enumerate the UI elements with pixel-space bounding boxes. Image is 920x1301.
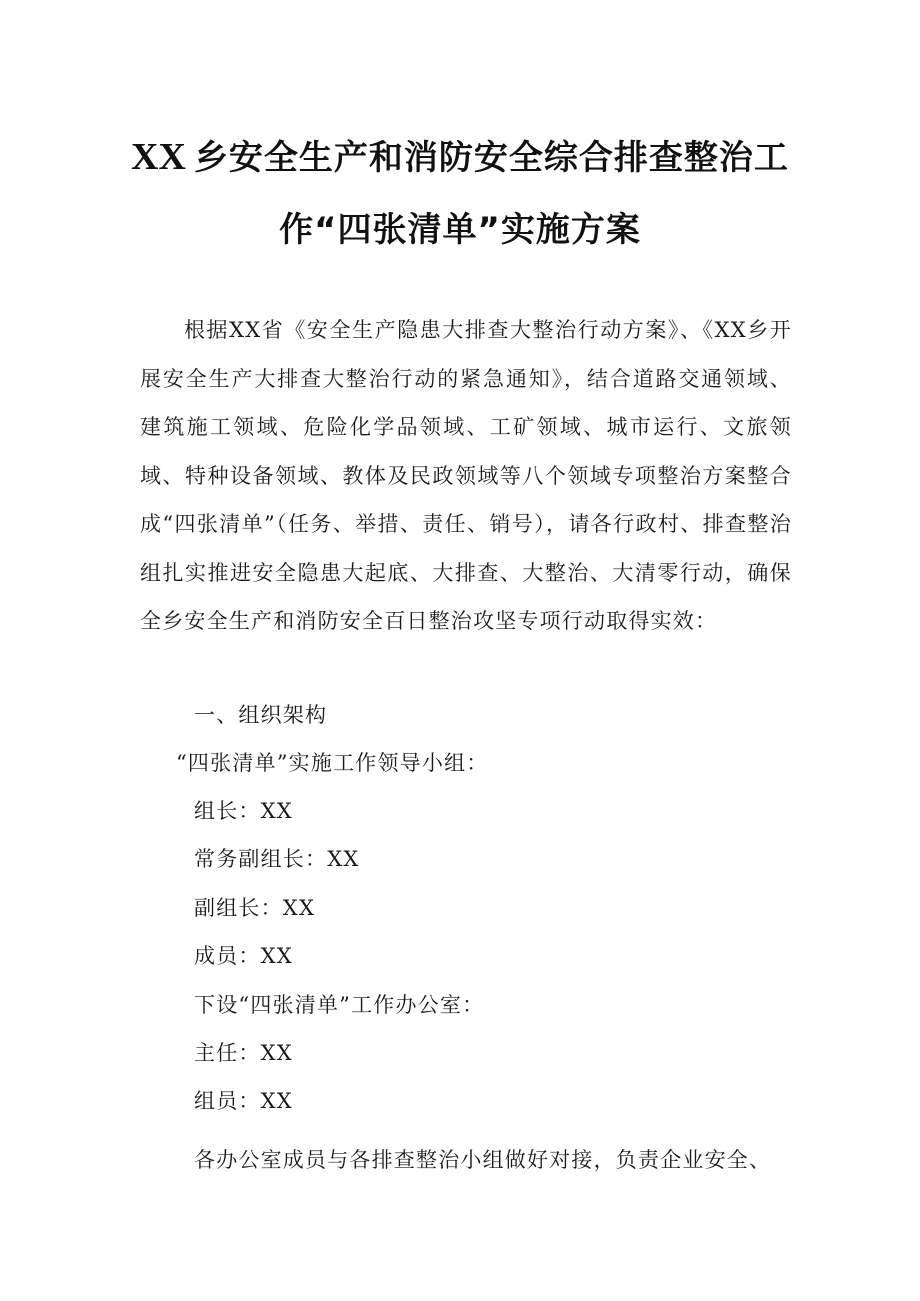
- document-title-line-2: 作“四张清单”实施方案: [279, 210, 641, 250]
- members-line: 成员：XX: [194, 944, 293, 968]
- office-member-line: 组员：XX: [194, 1089, 293, 1113]
- closing-paragraph: 各办公室成员与各排查整治小组做好对接，负责企业安全、: [194, 1148, 772, 1172]
- title-prefix: XX: [131, 136, 186, 178]
- office-heading: 下设“四张清单”工作办公室：: [194, 993, 485, 1017]
- leading-group-heading: “四张清单”实施工作领导小组：: [176, 751, 489, 775]
- section-heading-organization: 一、组织架构: [194, 703, 328, 727]
- leader-line: 组长：XX: [194, 799, 293, 823]
- deputy-leader-line: 副组长：XX: [194, 896, 316, 920]
- office-director-line: 主任：XX: [194, 1041, 293, 1065]
- title-line-1-text: 乡安全生产和消防安全综合排查整治工: [193, 138, 789, 178]
- intro-paragraph-block: [140, 306, 792, 646]
- executive-deputy-leader-line: 常务副组长：XX: [194, 847, 360, 871]
- intro-paragraph: 根据XX省《安全生产隐患大排查大整治行动方案》、《XX乡开展安全生产大排查大整治行动的紧急通知》，结合道路交通领域、建筑施工领域、危险化学品领域、工矿领域、城市运行、文旅领域、特种设备领域、教体及民政领域等八个领域专项整治方案整合成“四张清单”（任务、举措、责任、销号），请各行政村、排查整治组扎实推进安全隐患大起底、大排查、大整治、大清零行动，确保全乡安全生产和消防安全百日整治攻坚专项行动取得实效：: [140, 318, 792, 633]
- document-title-line-1: [0, 130, 920, 179]
